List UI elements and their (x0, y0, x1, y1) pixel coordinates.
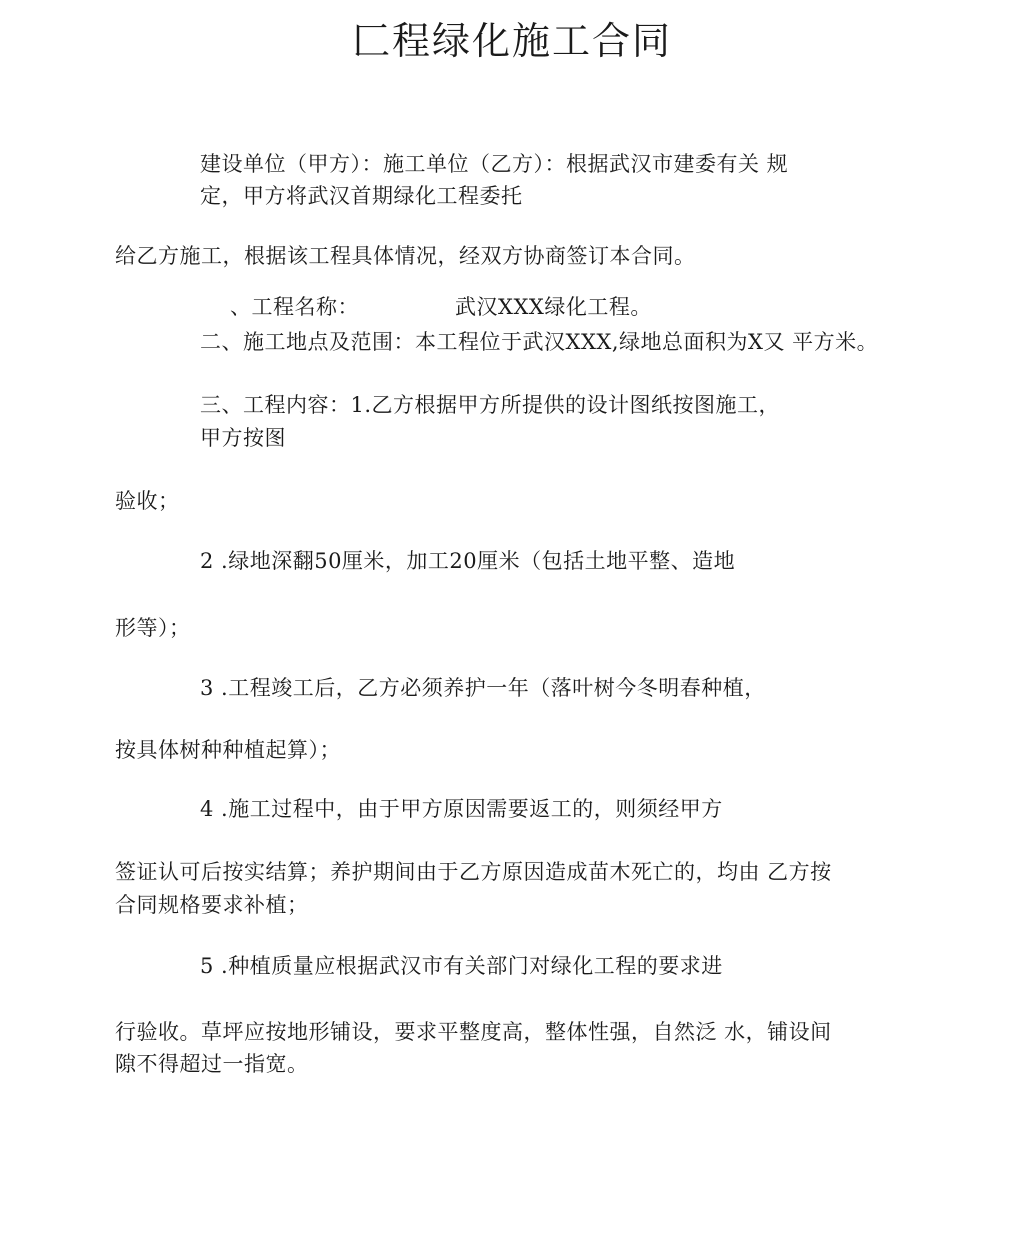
text-line: 甲方按图 (200, 426, 286, 450)
text-line: 4 .施工过程中，由于甲方原因需要返工的，则须经甲方 (200, 797, 723, 821)
text-line: 定，甲方将武汉首期绿化工程委托 (200, 184, 523, 208)
text-line: 签证认可后按实结算；养护期间由于乙方原因造成苗木死亡的，均由 乙方按 (115, 860, 832, 884)
text-line: 二、施工地点及范围：本工程位于武汉XXX,绿地总面积为X又 平方米。 (200, 330, 879, 354)
text-line: 隙不得超过一指宽。 (115, 1052, 309, 1076)
text-line: 三、工程内容：1.乙方根据甲方所提供的设计图纸按图施工， (200, 393, 781, 417)
item-label: 、工程名称： (230, 295, 359, 319)
text-line: 建设单位（甲方）：施工单位（乙方）：根据武汉市建委有关 规 (200, 152, 789, 176)
text-line: 2 .绿地深翻50厘米，加工20厘米（包括土地平整、造地 (200, 549, 736, 573)
text-line: 按具体树种种植起算）； (115, 738, 341, 762)
project-name-value: 武汉XXX绿化工程。 (455, 295, 652, 319)
text-line: 验收； (115, 489, 180, 513)
document-title: 匚程绿化施工合同 (351, 19, 672, 63)
text-line: 给乙方施工，根据该工程具体情况，经双方协商签订本合同。 (115, 244, 696, 268)
text-line: 行验收。草坪应按地形铺设，要求平整度高，整体性强，自然泛 水，铺设间 (115, 1020, 832, 1044)
text-line: 形等）； (115, 616, 191, 640)
text-line: 3 .工程竣工后，乙方必须养护一年（落叶树今冬明春种植， (200, 676, 766, 700)
text-line: 5 .种植质量应根据武汉市有关部门对绿化工程的要求进 (200, 954, 723, 978)
text-line: 合同规格要求补植； (115, 893, 309, 917)
